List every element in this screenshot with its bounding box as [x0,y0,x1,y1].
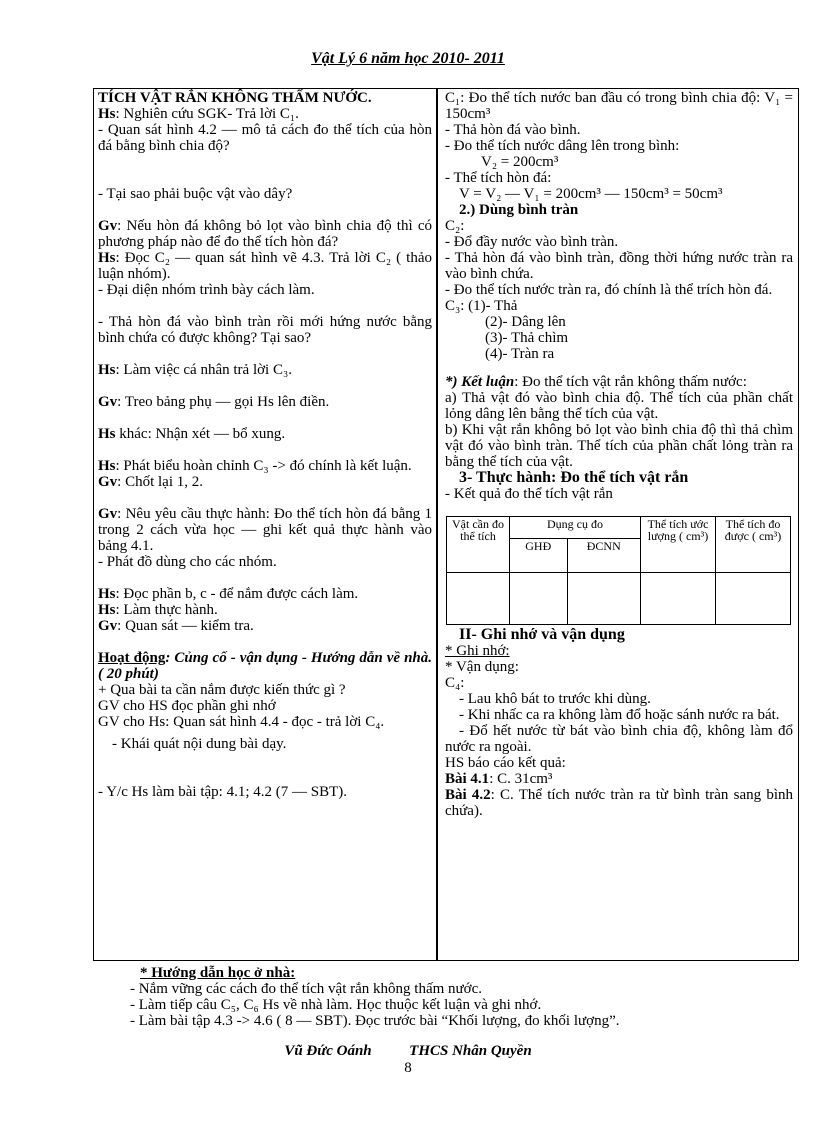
page-number: 8 [404,1060,412,1076]
column-divider [436,88,438,961]
homework-section [130,965,810,1029]
homework-line: - Làm tiếp câu C₅, C₆ Hs về nhà làm. Học thuộc kết luận và ghi nhớ. [130,997,542,1013]
right-line: Bài 4.1: C. 31cm³ [445,771,553,787]
left-line: Hs khác: Nhận xét — bổ xung. [98,426,286,442]
homework-line: - Làm bài tập 4.3 -> 4.6 ( 8 — SBT). Đọc trước bài “Khối lượng, đo khối lượng”. [130,1013,620,1029]
right-line: * Vận dụng: [445,659,519,675]
left-line: Hs: Làm việc cá nhân trả lời C₃. [98,362,292,378]
right-line: (2)- Dâng lên [485,314,566,330]
left-line: - Phát đồ dùng cho các nhóm. [98,554,277,570]
right-line: Bài 4.2: C. Thể tích nước tràn ra từ bình tràn sang bình chứa). [445,787,793,819]
right-line: V₂ = 200cm³ [481,154,559,170]
right-line: - Đổ đầy nước vào bình tràn. [445,234,619,250]
table-cell [567,573,640,625]
right-line: - Đo thể tích nước dâng lên trong bình: [445,138,680,154]
table-header: Thể tích ước lượng ( cm³) [641,517,716,573]
left-line: GV cho Hs: Quan sát hình 4.4 - đọc - trả lời C₄. [98,714,385,730]
table-cell [641,573,716,625]
left-line: + Qua bài ta cần nắm được kiến thức gì ? [98,682,346,698]
right-line: * Ghi nhớ: [445,643,510,659]
right-line: b) Khi vật rắn không bỏ lọt vào bình chia độ thì thả chìm vật đó vào bình tràn. Thể tích của phần chất lỏng tràn ra bằng thể tích của vật. [445,422,793,470]
right-line: C₁: Đo thể tích nước ban đầu có trong bình chia độ: V₁ = 150cm³ [445,90,793,122]
left-line: - Thả hòn đá vào bình tràn rồi mới hứng nước bằng bình chứa có được không? Tại sao? [98,314,432,346]
left-line: - Tại sao phải buộc vật vào dây? [98,186,293,202]
table-header: GHĐ [510,539,568,573]
right-line: - Thả hòn đá vào bình. [445,122,581,138]
right-line: a) Thả vật đó vào bình chia độ. Thể tích của phần chất lỏng dâng lên bằng thể tích của vật. [445,390,793,422]
right-line: - Kết quả đo thể tích vật rắn [445,486,613,502]
right-column [445,90,793,819]
left-line: Hs: Nghiên cứu SGK- Trả lời C₁. [98,106,299,122]
table-cell [447,573,510,625]
right-line: - Thả hòn đá vào bình tràn, đồng thời hứng nước tràn ra vào bình chứa. [445,250,793,282]
activity-heading: Hoạt động: Củng cố - vận dụng - Hướng dẫn về nhà. ( 20 phút) [98,650,433,682]
table-header: Dụng cụ đo [510,517,641,539]
table-header: Vật cần đo thể tích [447,517,510,573]
right-line: - Lau khô bát to trước khi dùng. [459,691,651,707]
homework-title: * Hướng dẫn học ở nhà: [140,965,296,981]
left-line: - Khái quát nội dung bài dạy. [112,736,287,752]
left-line: Gv: Treo bảng phụ — gọi Hs lên điền. [98,394,330,410]
left-line: Gv: Nêu yêu cầu thực hành: Đo thể tích hòn đá bằng 1 trong 2 cách vừa học — ghi kết quả thực hành vào bảng 4.1. [98,506,432,554]
left-line: - Quan sát hình 4.2 — mô tả cách đo thể tích của hòn đá bằng bình chia độ? [98,122,432,154]
page-header: Vật Lý 6 năm học 2010- 2011 [311,50,505,67]
left-line: - Đại diện nhóm trình bày cách làm. [98,282,315,298]
left-line: Hs: Làm thực hành. [98,602,218,618]
table-cell [510,573,568,625]
left-line: Hs: Đọc phần b, c - để nắm được cách làm. [98,586,359,602]
left-line: GV cho HS đọc phần ghi nhớ [98,698,276,714]
right-line: (4)- Tràn ra [485,346,555,362]
results-table [446,516,791,625]
left-line: Hs: Phát biểu hoàn chỉnh C₃ -> đó chính là kết luận. [98,458,412,474]
left-column [98,90,432,800]
right-line: C₄: [445,675,465,691]
table-header: Thể tích đo được ( cm³) [716,517,791,573]
homework-line: - Nắm vững các cách đo thể tích vật rắn không thấm nước. [130,981,482,997]
section-heading: 2.) Dùng bình tràn [459,202,579,218]
right-line: - Đo thể tích nước tràn ra, đó chính là thể trích hòn đá. [445,282,773,298]
right-line: V = V₂ — V₁ = 200cm³ — 150cm³ = 50cm³ [459,186,723,202]
school-name: THCS Nhân Quyền [409,1043,532,1059]
section-heading: II- Ghi nhớ và vận dụng [459,626,625,643]
right-line: C₂: [445,218,465,234]
right-line: - Khi nhấc ca ra không làm đổ hoặc sánh nước ra bát. [459,707,780,723]
section-heading: 3- Thực hành: Đo thể tích vật rắn [459,469,689,486]
conclusion: *) Kết luận: Đo thể tích vật rắn không thấm nước: [445,374,747,390]
right-line: - Đổ hết nước từ bát vào bình chia độ, không làm đổ nước ra ngoài. [445,723,793,755]
table-header: ĐCNN [567,539,640,573]
table-cell [716,573,791,625]
right-line: C₃: (1)- Thả [445,298,518,314]
left-line: Gv: Chốt lại 1, 2. [98,474,204,490]
left-line: Gv: Nếu hòn đá không bỏ lọt vào bình chia độ thì có phương pháp nào để đo thể tích hòn đá? [98,218,432,250]
right-line: HS báo cáo kết quả: [445,755,566,771]
left-line: - Y/c Hs làm bài tập: 4.1; 4.2 (7 — SBT). [98,784,347,800]
left-title: TÍCH VẬT RẮN KHÔNG THẤM NƯỚC. [98,90,372,106]
author-name: Vũ Đức Oánh [284,1043,372,1059]
page-footer [0,1043,816,1060]
left-line: Hs: Đọc C₂ — quan sát hình vẽ 4.3. Trả lời C₂ ( thảo luận nhóm). [98,250,432,282]
right-line: (3)- Thả chìm [485,330,569,346]
right-line: - Thể tích hòn đá: [445,170,552,186]
left-line: Gv: Quan sát — kiểm tra. [98,618,254,634]
